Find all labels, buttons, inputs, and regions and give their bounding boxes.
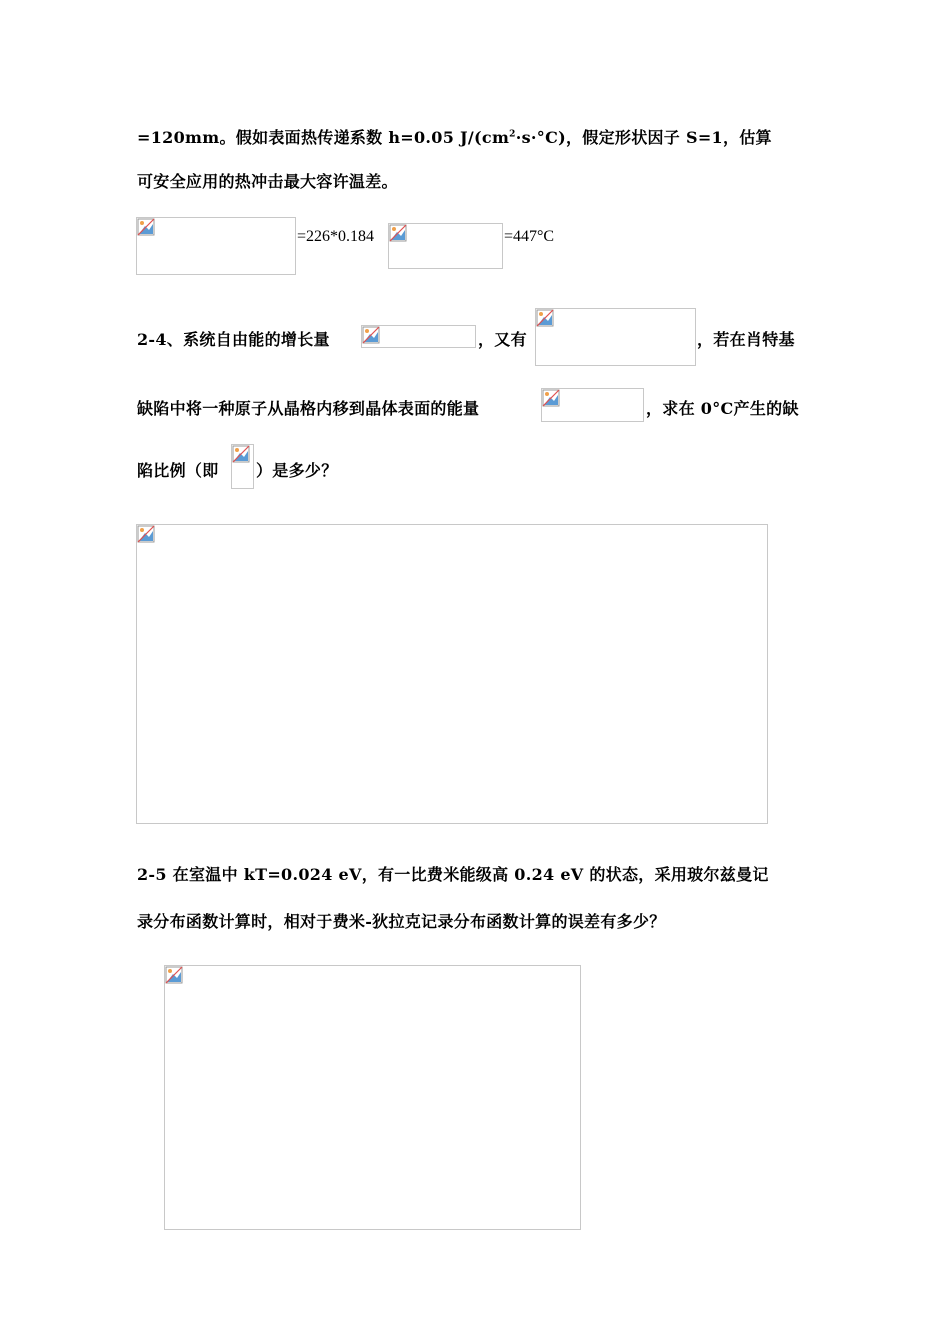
q2-4-line-2a: 缺陷中将一种原子从晶格内移到晶体表面的能量 — [137, 399, 480, 418]
formula-image-6 — [231, 444, 254, 489]
broken-image-icon — [389, 224, 407, 242]
broken-image-icon — [137, 218, 155, 236]
formula-image-1 — [136, 217, 296, 275]
solution-image-2-5 — [164, 965, 581, 1230]
broken-image-icon — [362, 326, 380, 344]
equation-part-2: =447°C — [504, 228, 555, 245]
broken-image-icon — [536, 309, 554, 327]
q2-3-superscript: 2 — [509, 129, 516, 140]
formula-image-4 — [535, 308, 696, 366]
q2-4-text-b: ，又有 — [478, 330, 527, 349]
q2-4-text-a: 2-4、系统自由能的增长量 — [137, 330, 330, 349]
broken-image-icon — [542, 389, 560, 407]
q2-4-line-3a: 陷比例（即 — [137, 461, 219, 480]
solution-image-2-4 — [136, 524, 768, 824]
broken-image-icon — [137, 525, 155, 543]
formula-image-5 — [541, 388, 644, 422]
q2-3-text-a: =120mm。假如表面热传递系数 h=0.05 J/(cm — [137, 128, 510, 147]
formula-image-3 — [361, 325, 476, 348]
q2-4-line-3b: ）是多少？ — [256, 461, 338, 480]
q2-4-text-c: ，若在肖特基 — [697, 330, 795, 349]
q2-3-line-2: 可安全应用的热冲击最大容许温差。 — [137, 172, 398, 191]
formula-image-2 — [388, 223, 503, 269]
q2-4-line-2b: ，求在 0°C产生的缺 — [646, 399, 799, 418]
q2-5-line-1: 2-5 在室温中 kT=0.024 eV，有一比费米能级高 0.24 eV 的状态，采用玻尔兹曼记 — [137, 865, 769, 884]
equation-part-1: =226*0.184 — [297, 228, 375, 245]
q2-5-line-2: 录分布函数计算时，相对于费米-狄拉克记录分布函数计算的误差有多少？ — [137, 912, 666, 931]
broken-image-icon — [232, 445, 250, 463]
q2-3-line-1 — [137, 125, 815, 148]
q2-3-text-b: ·s·°C)，假定形状因子 S=1，估算 — [515, 128, 772, 147]
broken-image-icon — [165, 966, 183, 984]
